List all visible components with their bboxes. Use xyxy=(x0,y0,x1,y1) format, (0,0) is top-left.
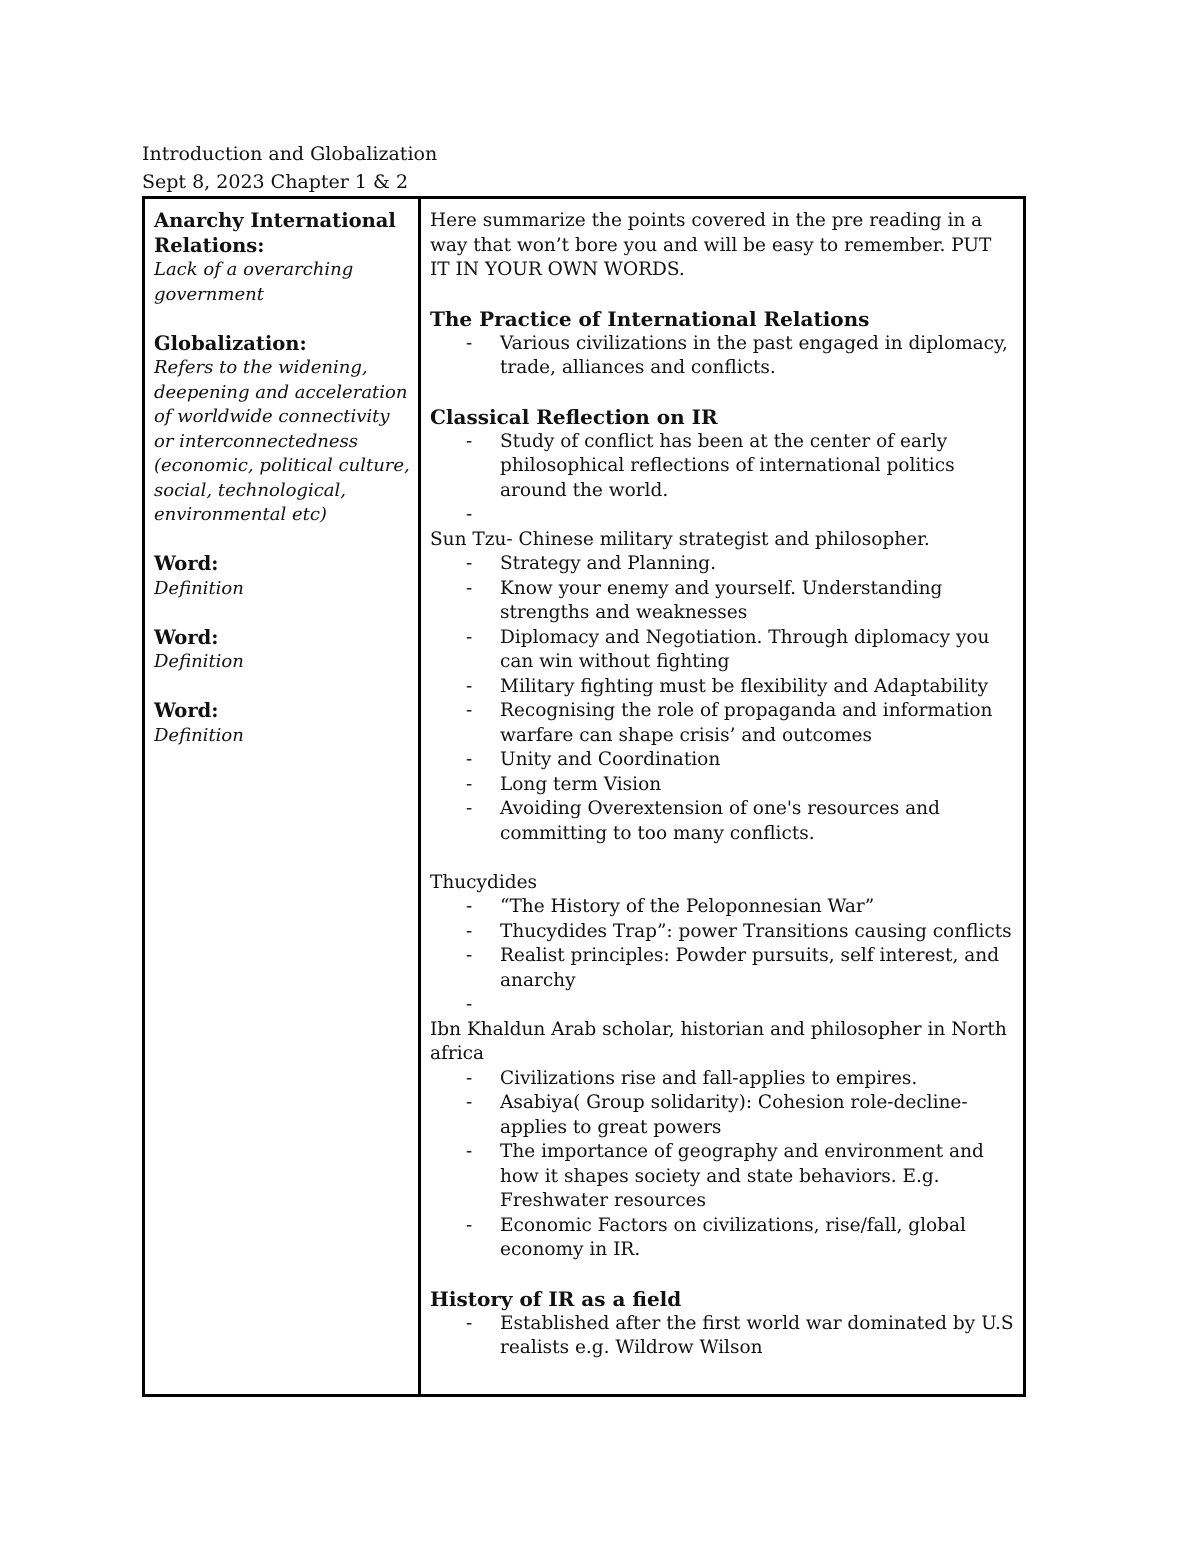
list-item: - Unity and Coordination xyxy=(430,748,1015,773)
term-placeholder-2 xyxy=(154,626,412,675)
term-word: Word: xyxy=(154,625,219,649)
list-item: - Various civilizations in the past engaged in diplomacy, trade, alliances and conflicts. xyxy=(430,332,1015,381)
section-title-history: History of IR as a field xyxy=(430,1287,682,1311)
notes-table xyxy=(142,196,1026,1397)
list-item: - Study of conflict has been at the center of early philosophical reflections of international politics around the world. xyxy=(430,430,1015,504)
sun-tzu-heading: Sun Tzu- Chinese military strategist and philosopher. xyxy=(430,528,930,550)
list-item: - Diplomacy and Negotiation. Through diplomacy you can win without fighting xyxy=(430,626,1015,675)
document-date: Sept 8, 2023 Chapter 1 & 2 xyxy=(142,171,409,193)
term-word: Globalization: xyxy=(154,331,307,355)
list-item: - Recognising the role of propaganda and information warfare can shape crisis’ and outcomes xyxy=(430,699,1015,748)
section-title-practice: The Practice of International Relations xyxy=(430,307,870,331)
document-title: Introduction and Globalization xyxy=(142,143,438,165)
term-word: Word: xyxy=(154,699,219,722)
list-item: - Economic Factors on civilizations, rise/fall, global economy in IR. xyxy=(430,1214,1015,1263)
term-globalization xyxy=(154,332,412,528)
term-placeholder-1 xyxy=(154,552,412,601)
sun-tzu-list xyxy=(430,552,1015,846)
term-definition: Lack of a overarching government xyxy=(154,259,354,305)
list-item: - Long term Vision xyxy=(430,773,1015,798)
classical-list xyxy=(430,430,1015,504)
document-header xyxy=(142,140,437,196)
summary-column xyxy=(421,199,1023,1394)
list-item: - Realist principles: Powder pursuits, self interest, and anarchy xyxy=(430,944,1015,993)
summary-intro: Here summarize the points covered in the pre reading in a way that won’t bore you and will be easy to remember. PUT IT IN YOUR OWN WORDS. xyxy=(430,210,992,280)
list-item: - Established after the first world war dominated by U.S realists e.g. Wildrow Wilson xyxy=(430,1312,1015,1361)
ibn-khaldun-list xyxy=(430,1067,1015,1263)
term-definition: Definition xyxy=(154,577,244,599)
thucydides-heading: Thucydides xyxy=(430,871,538,893)
practice-list xyxy=(430,332,1015,381)
list-item: - Asabiya( Group solidarity): Cohesion role-decline- applies to great powers xyxy=(430,1091,1015,1140)
list-item: - Civilizations rise and fall-applies to empires. xyxy=(430,1067,1015,1092)
ibn-khaldun-heading: Ibn Khaldun Arab scholar, historian and philosopher in North africa xyxy=(430,1018,1007,1064)
list-item: - “The History of the Peloponnesian War” xyxy=(430,895,1015,920)
term-placeholder-3 xyxy=(154,699,412,748)
terms-column xyxy=(145,199,421,1394)
list-item: - Avoiding Overextension of one's resources and committing to too many conflicts. xyxy=(430,797,1015,846)
term-word: Word: xyxy=(154,552,219,575)
term-definition: Definition xyxy=(154,651,244,672)
list-item: - Thucydides Trap”: power Transitions causing conflicts xyxy=(430,920,1015,945)
list-item: - The importance of geography and environment and how it shapes society and state behaviors. E.g. Freshwater resources xyxy=(430,1140,1015,1214)
term-anarchy xyxy=(154,209,412,307)
thucydides-list xyxy=(430,895,1015,993)
list-item: - Strategy and Planning. xyxy=(430,552,1015,577)
history-list xyxy=(430,1312,1015,1361)
empty-list-item: - xyxy=(466,994,473,1015)
term-definition: Refers to the widening, deepening and acceleration of worldwide connectivity or interconnectedness (economic, political culture, social, technological, environmental etc) xyxy=(154,357,410,525)
section-title-classical: Classical Reflection on IR xyxy=(430,405,718,429)
term-definition: Definition xyxy=(154,724,244,746)
empty-list-item: - xyxy=(466,504,473,525)
list-item: - Know your enemy and yourself. Understanding strengths and weaknesses xyxy=(430,577,1015,626)
list-item: - Military fighting must be flexibility and Adaptability xyxy=(430,675,1015,700)
term-word: Anarchy International Relations: xyxy=(154,209,396,257)
